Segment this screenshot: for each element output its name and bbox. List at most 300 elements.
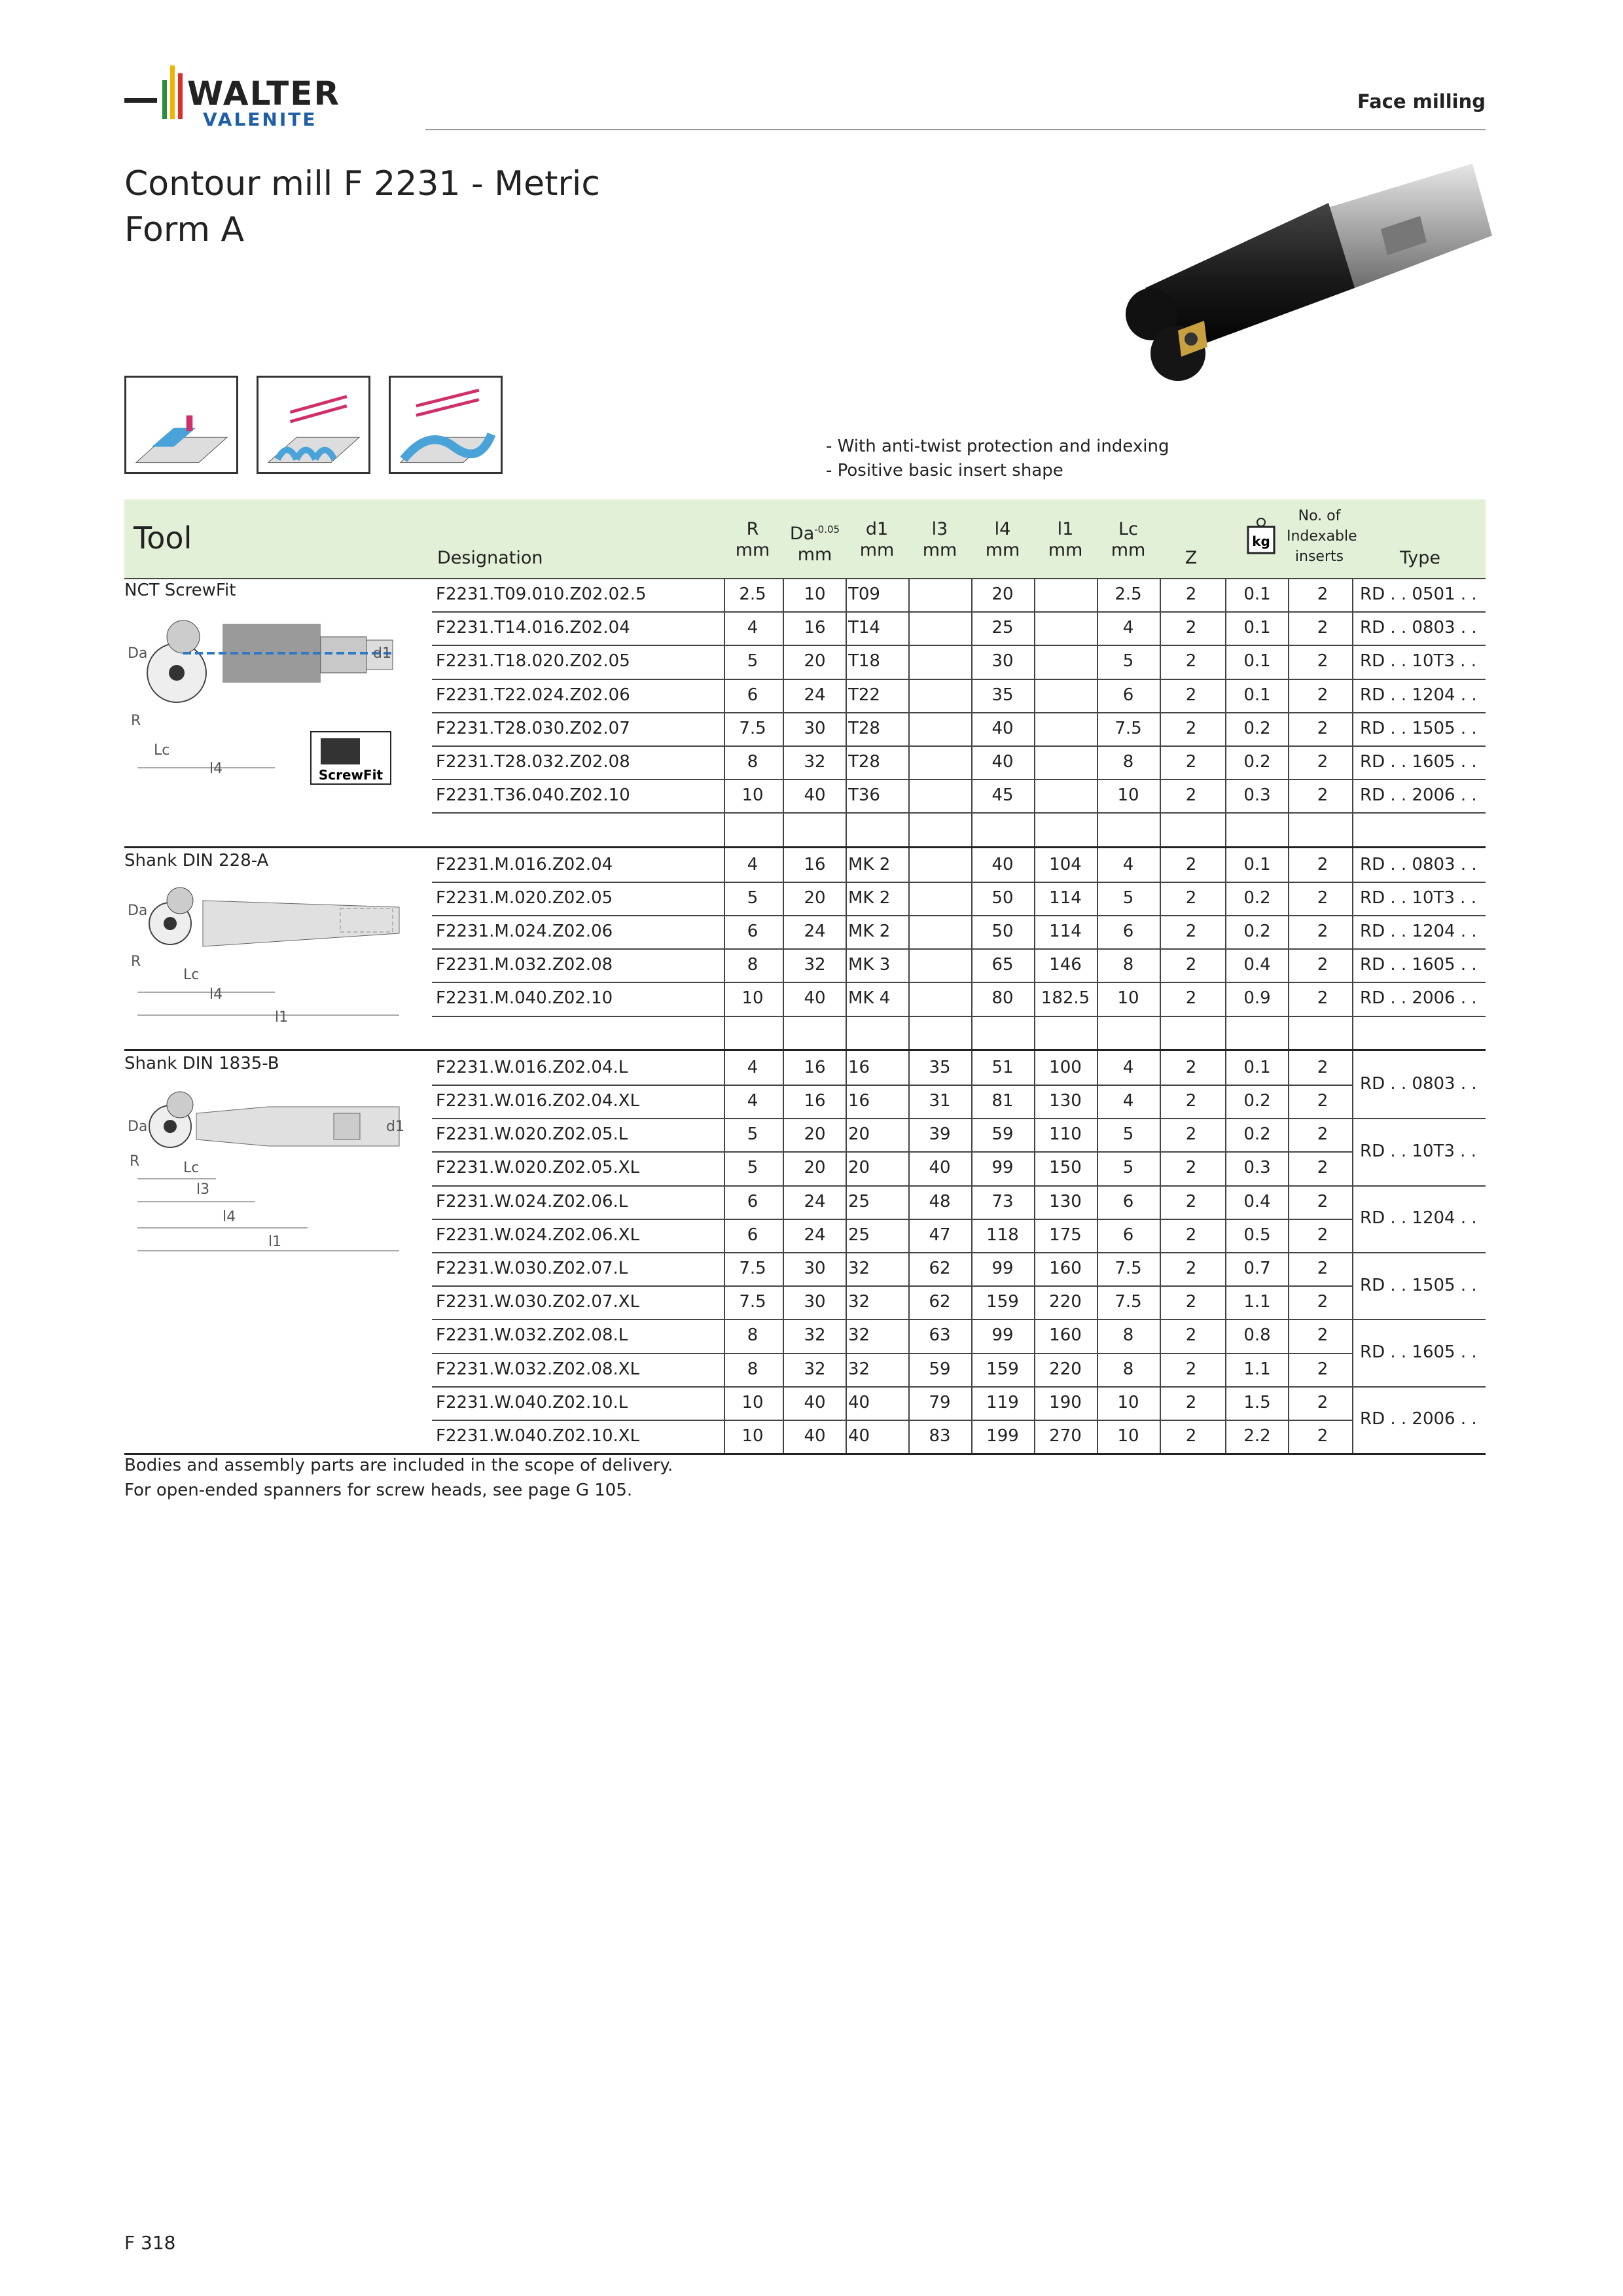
table-cell: 2 xyxy=(1317,888,1329,908)
table-cell: 2 xyxy=(1317,1325,1329,1346)
table-cell: 7.5 xyxy=(1115,1259,1142,1278)
table-cell: 40 xyxy=(991,718,1014,738)
table-cell: 114 xyxy=(1049,888,1082,908)
table-cell: 0.2 xyxy=(1243,922,1271,941)
table-cell: 10 xyxy=(741,785,764,806)
table-cell-merged-type: RD . . 1605 . . xyxy=(1360,1342,1477,1362)
table-cell: F2231.W.030.Z02.07.XL xyxy=(436,1292,640,1312)
col-designation: Designation xyxy=(437,548,543,568)
table-cell: 8 xyxy=(747,752,758,772)
table-cell: F2231.W.016.Z02.04.XL xyxy=(436,1091,640,1111)
table-cell: 8 xyxy=(1122,752,1134,772)
column-rule xyxy=(908,1051,910,1453)
table-cell: 6 xyxy=(747,922,758,941)
table-cell: F2231.T18.020.Z02.05 xyxy=(436,651,630,672)
column-rule xyxy=(724,1051,725,1453)
table-cell: 175 xyxy=(1049,1225,1082,1245)
table-cell: 7.5 xyxy=(739,1292,766,1312)
column-rule xyxy=(724,848,725,1049)
table-cell: 159 xyxy=(986,1292,1019,1312)
table-cell: 63 xyxy=(929,1325,951,1346)
svg-text:Lc: Lc xyxy=(183,966,200,983)
table-cell: 2.2 xyxy=(1243,1426,1271,1446)
table-cell: 25 xyxy=(991,618,1014,638)
table-cell xyxy=(1039,745,1092,780)
svg-text:d1: d1 xyxy=(385,1118,404,1135)
svg-text:ScrewFit: ScrewFit xyxy=(318,766,383,783)
table-cell xyxy=(914,948,966,982)
column-rule xyxy=(1225,848,1226,1049)
table-cell: 8 xyxy=(747,955,758,975)
table-cell: 20 xyxy=(848,1124,870,1145)
column-rule xyxy=(846,578,847,846)
table-cell: 2 xyxy=(1317,1124,1329,1145)
column-rule xyxy=(1034,578,1035,846)
table-cell: 7.5 xyxy=(739,718,766,738)
column-rule xyxy=(1288,578,1289,846)
table-cell: 20 xyxy=(804,651,826,672)
weight-icon xyxy=(1245,516,1277,561)
svg-text:kg: kg xyxy=(1252,533,1270,549)
table-cell: F2231.W.032.Z02.08.L xyxy=(436,1325,628,1346)
table-cell: 1.5 xyxy=(1243,1392,1271,1412)
table-cell-merged-type: RD . . 1505 . . xyxy=(1360,1275,1477,1295)
col-r: R mm xyxy=(735,519,770,560)
table-cell: 2 xyxy=(1317,955,1329,975)
col-l1: l1 mm xyxy=(1048,519,1083,560)
table-cell: 0.1 xyxy=(1243,854,1271,874)
group-label: Shank DIN 1835-B xyxy=(124,1053,279,1073)
column-rule xyxy=(783,578,784,846)
table-header xyxy=(124,499,1486,578)
title-line-1: Contour mill F 2231 - Metric xyxy=(124,164,600,204)
table-cell: 2 xyxy=(1185,922,1197,941)
table-cell: 114 xyxy=(1049,922,1082,941)
table-cell: T28 xyxy=(848,718,880,738)
column-rule xyxy=(1160,1051,1161,1453)
table-cell: 0.7 xyxy=(1243,1259,1271,1278)
table-cell: RD . . 1505 . . xyxy=(1360,718,1477,738)
table-cell: 4 xyxy=(747,854,758,874)
table-cell: 30 xyxy=(804,1292,826,1312)
table-cell: 59 xyxy=(929,1359,951,1379)
svg-text:l1: l1 xyxy=(268,1233,282,1250)
column-rule xyxy=(908,578,910,846)
table-cell: 2 xyxy=(1317,1359,1329,1379)
table-cell: 2 xyxy=(1185,1124,1197,1145)
table-cell xyxy=(914,611,966,645)
table-cell: 2 xyxy=(1317,1392,1329,1412)
title-line-2: Form A xyxy=(124,210,245,249)
table-cell: 1.1 xyxy=(1243,1359,1271,1379)
table-cell: 4 xyxy=(747,618,758,638)
feature-item: - Positive basic insert shape xyxy=(826,461,1063,480)
table-cell: 2 xyxy=(1317,1091,1329,1111)
table-cell: 2 xyxy=(1317,1426,1329,1446)
table-cell: F2231.W.040.Z02.10.L xyxy=(436,1392,628,1412)
table-cell: 4 xyxy=(1122,618,1134,638)
table-cell: 2 xyxy=(1317,752,1329,772)
column-rule xyxy=(971,848,972,1049)
table-cell: F2231.M.040.Z02.10 xyxy=(436,988,613,1009)
footnote: For open-ended spanners for screw heads, see page G 105. xyxy=(124,1480,633,1500)
table-cell: 20 xyxy=(804,1124,826,1145)
table-cell: 160 xyxy=(1049,1259,1082,1278)
table-cell: RD . . 2006 . . xyxy=(1360,785,1477,806)
table-cell-merged-type: RD . . 2006 . . xyxy=(1360,1409,1477,1429)
svg-text:Da: Da xyxy=(128,902,148,919)
table-cell: 2 xyxy=(1185,1225,1197,1245)
table-cell: 20 xyxy=(848,1158,870,1178)
table-cell: RD . . 1605 . . xyxy=(1360,955,1477,975)
table-cell: 48 xyxy=(929,1191,951,1211)
table-cell: 16 xyxy=(804,1091,826,1111)
table-cell: 30 xyxy=(804,1259,826,1278)
table-cell: 2 xyxy=(1185,1259,1197,1278)
table-cell: 2 xyxy=(1185,752,1197,772)
table-cell: 100 xyxy=(1049,1057,1082,1077)
table-cell: RD . . 0803 . . xyxy=(1360,854,1477,874)
table-cell: 79 xyxy=(929,1392,951,1412)
table-cell: 59 xyxy=(991,1124,1014,1145)
table-cell: 40 xyxy=(848,1426,870,1446)
table-cell xyxy=(914,745,966,780)
footnote: Bodies and assembly parts are included in the scope of delivery. xyxy=(124,1456,673,1475)
table-cell: F2231.W.030.Z02.07.L xyxy=(436,1259,628,1278)
table-cell: 0.3 xyxy=(1243,1158,1271,1178)
table-cell: 0.4 xyxy=(1243,955,1271,975)
table-cell: RD . . 1204 . . xyxy=(1360,922,1477,941)
table-cell: RD . . 2006 . . xyxy=(1360,988,1477,1009)
table-cell: 10 xyxy=(741,1392,764,1412)
table-cell: 8 xyxy=(747,1359,758,1379)
tool-heading: Tool xyxy=(134,520,192,556)
table-cell: 2 xyxy=(1185,1392,1197,1412)
table-cell: 32 xyxy=(848,1259,870,1278)
table-cell: 5 xyxy=(747,651,758,672)
table-cell: 16 xyxy=(804,618,826,638)
table-cell: 2 xyxy=(1317,1057,1329,1077)
table-cell: 51 xyxy=(991,1057,1014,1077)
column-rule xyxy=(1097,848,1098,1049)
table-cell: 6 xyxy=(1122,1191,1134,1211)
table-cell: 2 xyxy=(1317,1259,1329,1278)
table-cell: 5 xyxy=(1122,888,1134,908)
table-cell: 5 xyxy=(747,1158,758,1178)
table-cell: 150 xyxy=(1049,1158,1082,1178)
table-cell: RD . . 0803 . . xyxy=(1360,618,1477,638)
table-cell: 159 xyxy=(986,1359,1019,1379)
table-cell: 6 xyxy=(1122,922,1134,941)
table-cell: 2 xyxy=(1185,785,1197,806)
table-cell: 24 xyxy=(804,685,826,705)
col-d1: d1 mm xyxy=(859,519,895,560)
table-cell: 47 xyxy=(929,1225,951,1245)
table-cell: 2 xyxy=(1185,685,1197,705)
table-cell: 81 xyxy=(991,1091,1014,1111)
table-cell: 8 xyxy=(1122,955,1134,975)
table-cell: 2 xyxy=(1185,1426,1197,1446)
table-cell: F2231.M.020.Z02.05 xyxy=(436,888,613,908)
column-rule xyxy=(846,1051,847,1453)
table-cell: RD . . 0501 . . xyxy=(1360,584,1477,604)
table-cell: 40 xyxy=(804,1392,826,1412)
table-cell: F2231.W.024.Z02.06.XL xyxy=(436,1225,640,1245)
svg-text:d1: d1 xyxy=(372,645,391,662)
column-rule xyxy=(724,578,725,846)
table-cell: 40 xyxy=(804,988,826,1009)
table-cell: 40 xyxy=(848,1392,870,1412)
table-cell: 4 xyxy=(747,1057,758,1077)
table-cell: T22 xyxy=(848,685,880,705)
table-cell: 5 xyxy=(1122,1158,1134,1178)
svg-text:Lc: Lc xyxy=(183,1159,200,1176)
table-cell: 104 xyxy=(1049,854,1082,874)
table-cell: 62 xyxy=(929,1259,951,1278)
table-cell: 99 xyxy=(991,1158,1014,1178)
table-cell: 2 xyxy=(1317,854,1329,874)
table-cell xyxy=(1039,779,1092,813)
contour-mill-photo xyxy=(1106,157,1492,393)
col-z: Z xyxy=(1185,548,1198,568)
walter-valenite-logo xyxy=(124,60,399,134)
table-cell: F2231.W.020.Z02.05.XL xyxy=(436,1158,640,1178)
table-cell: F2231.T14.016.Z02.04 xyxy=(436,618,630,638)
table-cell: 30 xyxy=(991,651,1014,672)
column-rule xyxy=(971,1051,972,1453)
table-cell: MK 3 xyxy=(848,955,891,975)
table-cell: 0.2 xyxy=(1243,752,1271,772)
contour-milling-application-icon xyxy=(389,376,503,474)
svg-text:l1: l1 xyxy=(274,1009,289,1026)
column-rule xyxy=(1288,1051,1289,1453)
table-cell: 6 xyxy=(1122,685,1134,705)
table-cell: 2 xyxy=(1185,988,1197,1009)
col-inserts: No. of Indexable inserts xyxy=(1287,508,1357,565)
header-rule xyxy=(425,129,1486,130)
table-cell: 0.2 xyxy=(1243,888,1271,908)
table-cell: 5 xyxy=(1122,651,1134,672)
column-rule xyxy=(1097,578,1098,846)
table-cell: F2231.W.040.Z02.10.XL xyxy=(436,1426,640,1446)
svg-text:Lc: Lc xyxy=(154,742,170,759)
table-cell: 130 xyxy=(1049,1191,1082,1211)
table-cell: RD . . 1204 . . xyxy=(1360,685,1477,705)
row-rule xyxy=(432,1016,1486,1017)
col-da: $Da^{-0.05}$ mm xyxy=(789,524,840,565)
table-cell: 0.1 xyxy=(1243,651,1271,672)
din-1835b-drawing xyxy=(124,1077,404,1440)
col-lc: Lc mm xyxy=(1111,519,1146,560)
table-cell: 2 xyxy=(1317,718,1329,738)
column-rule xyxy=(783,1051,784,1453)
table-cell: 40 xyxy=(991,752,1014,772)
table-cell: 2 xyxy=(1317,785,1329,806)
table-cell: 32 xyxy=(848,1292,870,1312)
column-rule xyxy=(1160,848,1161,1049)
table-cell: 45 xyxy=(991,785,1014,806)
table-cell: 2 xyxy=(1185,1158,1197,1178)
nct-screwfit-drawing xyxy=(124,604,399,833)
table-cell: 2 xyxy=(1185,854,1197,874)
table-cell: 10 xyxy=(741,1426,764,1446)
table-cell: 40 xyxy=(804,785,826,806)
table-cell: 40 xyxy=(804,1426,826,1446)
svg-text:l3: l3 xyxy=(196,1181,210,1198)
column-rule xyxy=(783,848,784,1049)
table-cell: 10 xyxy=(1117,1392,1139,1412)
table-cell: 16 xyxy=(848,1091,870,1111)
column-rule xyxy=(908,848,910,1049)
table-cell: 24 xyxy=(804,922,826,941)
table-cell: 32 xyxy=(848,1325,870,1346)
col-type: Type xyxy=(1399,548,1440,568)
table-cell: F2231.W.020.Z02.05.L xyxy=(436,1124,628,1145)
table-cell: 199 xyxy=(986,1426,1019,1446)
table-cell: 2.5 xyxy=(739,584,766,604)
table-cell: 2 xyxy=(1317,922,1329,941)
table-cell: 2 xyxy=(1185,618,1197,638)
table-cell: 40 xyxy=(929,1158,951,1178)
table-cell: 50 xyxy=(991,888,1014,908)
table-cell: 0.1 xyxy=(1243,685,1271,705)
plunge-milling-application-icon xyxy=(257,376,370,474)
table-cell: 10 xyxy=(1117,785,1139,806)
table-cell: 10 xyxy=(741,988,764,1009)
table-cell: MK 4 xyxy=(848,988,891,1009)
section-label: Face milling xyxy=(1357,90,1486,113)
table-cell: 119 xyxy=(986,1392,1019,1412)
table-cell: 10 xyxy=(804,584,826,604)
table-cell xyxy=(914,645,966,679)
svg-text:l4: l4 xyxy=(209,760,223,777)
svg-text:R: R xyxy=(130,1153,140,1170)
table-cell: 7.5 xyxy=(739,1259,766,1278)
din-228a-drawing xyxy=(124,874,399,1036)
column-rule xyxy=(1034,848,1035,1049)
table-cell: 190 xyxy=(1049,1392,1082,1412)
table-cell: 73 xyxy=(991,1191,1014,1211)
table-cell: 50 xyxy=(991,922,1014,941)
table-cell xyxy=(1039,611,1092,645)
table-cell xyxy=(914,848,966,882)
table-cell: 65 xyxy=(991,955,1014,975)
table-cell: F2231.T22.024.Z02.06 xyxy=(436,685,630,705)
table-cell: 7.5 xyxy=(1115,718,1142,738)
table-cell: 25 xyxy=(848,1191,870,1211)
table-cell: 2 xyxy=(1185,584,1197,604)
table-cell: 4 xyxy=(1122,1057,1134,1077)
table-cell: 31 xyxy=(929,1091,951,1111)
table-cell: 32 xyxy=(804,752,826,772)
table-cell: 2.5 xyxy=(1115,584,1142,604)
table-cell: 270 xyxy=(1049,1426,1082,1446)
table-cell xyxy=(914,915,966,949)
table-cell: 182.5 xyxy=(1041,988,1090,1009)
table-cell: 1.1 xyxy=(1243,1292,1271,1312)
table-cell: 8 xyxy=(1122,1359,1134,1379)
table-cell: 2 xyxy=(1317,1292,1329,1312)
table-cell: 2 xyxy=(1185,888,1197,908)
table-cell: 4 xyxy=(1122,1091,1134,1111)
table-cell: 25 xyxy=(848,1225,870,1245)
column-rule xyxy=(971,578,972,846)
table-cell: F2231.W.032.Z02.08.XL xyxy=(436,1359,640,1379)
table-cell xyxy=(1039,679,1092,713)
table-cell-merged-type: RD . . 10T3 . . xyxy=(1360,1141,1476,1161)
svg-text:WALTER: WALTER xyxy=(187,75,340,113)
table-cell: T36 xyxy=(848,785,880,806)
table-cell: 130 xyxy=(1049,1091,1082,1111)
col-l4: l4 mm xyxy=(985,519,1020,560)
table-cell: 16 xyxy=(804,1057,826,1077)
table-cell: 10 xyxy=(1117,1426,1139,1446)
table-cell: 20 xyxy=(991,584,1014,604)
slot-milling-application-icon xyxy=(124,376,238,474)
table-cell: 220 xyxy=(1049,1359,1082,1379)
table-cell: 24 xyxy=(804,1225,826,1245)
feature-list xyxy=(826,435,1169,483)
table-cell: 4 xyxy=(1122,854,1134,874)
table-cell: 35 xyxy=(929,1057,951,1077)
table-cell: 2 xyxy=(1185,955,1197,975)
table-cell: 2 xyxy=(1317,685,1329,705)
table-cell: F2231.M.016.Z02.04 xyxy=(436,854,613,874)
svg-text:R: R xyxy=(131,712,141,729)
table-cell: MK 2 xyxy=(848,888,891,908)
table-cell: F2231.T36.040.Z02.10 xyxy=(436,785,630,806)
table-cell: MK 2 xyxy=(848,854,891,874)
table-cell: 2 xyxy=(1185,1057,1197,1077)
table-cell: 30 xyxy=(804,718,826,738)
column-rule xyxy=(1352,578,1353,846)
column-rule xyxy=(1352,848,1353,1049)
table-cell: 0.8 xyxy=(1243,1325,1271,1346)
table-cell-merged-type: RD . . 1204 . . xyxy=(1360,1208,1477,1229)
table-cell: 0.2 xyxy=(1243,718,1271,738)
table-cell xyxy=(914,712,966,746)
table-cell: 160 xyxy=(1049,1325,1082,1346)
table-cell: 2 xyxy=(1317,618,1329,638)
group-label: Shank DIN 228-A xyxy=(124,850,269,870)
column-rule xyxy=(1097,1051,1098,1453)
table-cell: F2231.T28.030.Z02.07 xyxy=(436,718,630,738)
table-cell: 0.2 xyxy=(1243,1091,1271,1111)
table-cell: RD . . 10T3 . . xyxy=(1360,888,1476,908)
table-cell: RD . . 1605 . . xyxy=(1360,752,1477,772)
table-cell: 0.5 xyxy=(1243,1225,1271,1245)
table-cell: RD . . 10T3 . . xyxy=(1360,651,1476,672)
table-cell: 2 xyxy=(1185,1325,1197,1346)
table-cell: 6 xyxy=(747,1191,758,1211)
table-cell: 32 xyxy=(848,1359,870,1379)
table-cell: 6 xyxy=(747,685,758,705)
table-cell: 20 xyxy=(804,888,826,908)
svg-text:Da: Da xyxy=(128,1118,148,1135)
page-number: F 318 xyxy=(124,2232,176,2253)
table-cell: F2231.T09.010.Z02.02.5 xyxy=(436,584,647,604)
table-cell-merged-type: RD . . 0803 . . xyxy=(1360,1074,1477,1094)
table-cell: 24 xyxy=(804,1191,826,1211)
table-cell: MK 2 xyxy=(848,922,891,941)
table-cell: 99 xyxy=(991,1259,1014,1278)
table-cell: 16 xyxy=(848,1057,870,1077)
table-cell: F2231.M.032.Z02.08 xyxy=(436,955,613,975)
column-rule xyxy=(846,848,847,1049)
table-cell xyxy=(914,578,966,612)
svg-text:l4: l4 xyxy=(223,1208,236,1225)
col-l3: l3 mm xyxy=(922,519,957,560)
